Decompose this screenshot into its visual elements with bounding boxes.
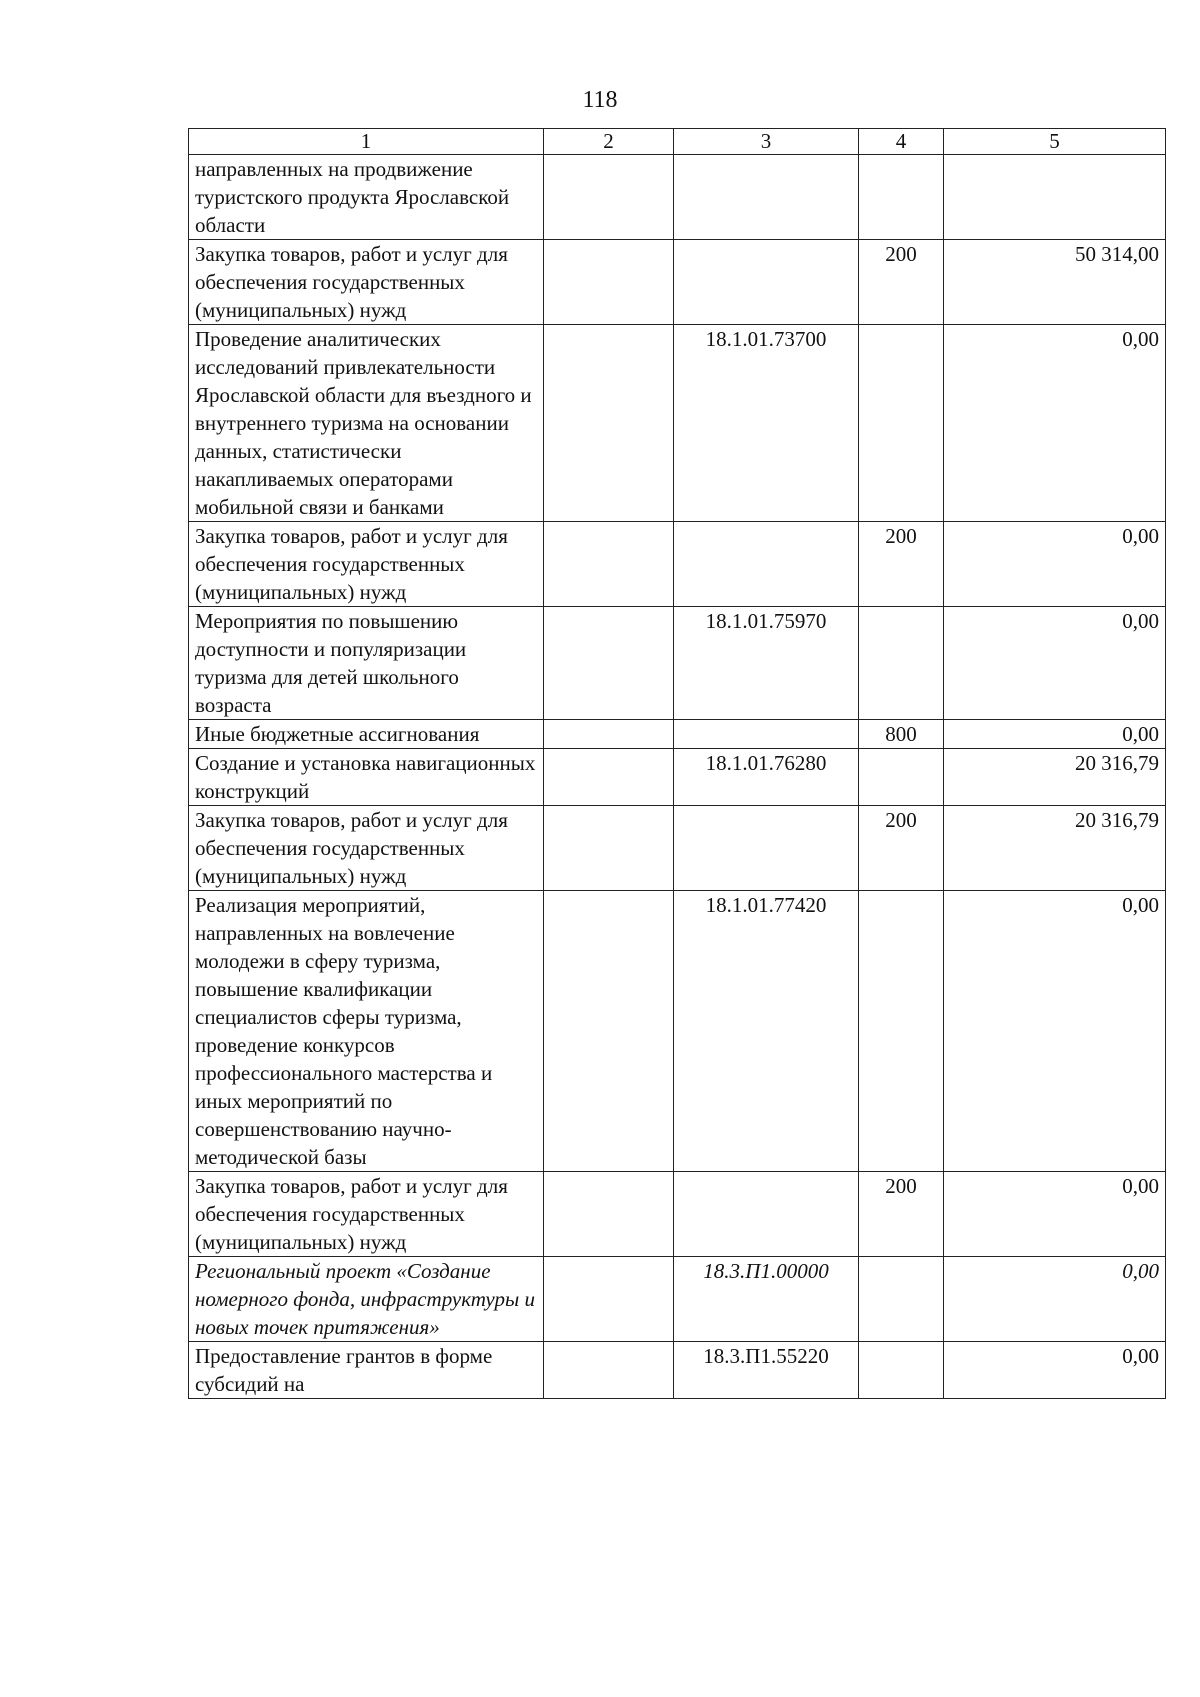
row-expense-type xyxy=(859,1342,944,1399)
row-name: Закупка товаров, работ и услуг для обеспечения государственных (муниципальных) нужд xyxy=(189,240,544,325)
table-row xyxy=(189,806,1166,891)
row-expense-type xyxy=(859,1257,944,1342)
row-amount: 0,00 xyxy=(944,607,1166,720)
row-expense-type xyxy=(859,325,944,522)
header-col-2: 2 xyxy=(544,129,674,155)
table-row xyxy=(189,522,1166,607)
budget-table-body xyxy=(189,129,1166,1399)
budget-table xyxy=(188,128,1166,1399)
row-col-2 xyxy=(544,806,674,891)
row-col-2 xyxy=(544,749,674,806)
row-amount: 0,00 xyxy=(944,891,1166,1172)
row-name: направленных на продвижение туристского продукта Ярославской области xyxy=(189,155,544,240)
table-row xyxy=(189,1257,1166,1342)
table-row xyxy=(189,240,1166,325)
row-name: Создание и установка навигационных конструкций xyxy=(189,749,544,806)
table-row xyxy=(189,891,1166,1172)
row-name: Проведение аналитических исследований привлекательности Ярославской области для въездного и внутреннего туризма на основании данных, статистически накапливаемых операторами мобильной связи и банками xyxy=(189,325,544,522)
row-col-2 xyxy=(544,1172,674,1257)
row-code xyxy=(674,806,859,891)
row-col-2 xyxy=(544,522,674,607)
row-code xyxy=(674,240,859,325)
row-col-2 xyxy=(544,240,674,325)
row-name: Предоставление грантов в форме субсидий на xyxy=(189,1342,544,1399)
row-amount: 0,00 xyxy=(944,522,1166,607)
table-row xyxy=(189,607,1166,720)
row-code: 18.1.01.76280 xyxy=(674,749,859,806)
table-row xyxy=(189,1342,1166,1399)
row-name: Закупка товаров, работ и услуг для обеспечения государственных (муниципальных) нужд xyxy=(189,806,544,891)
row-expense-type: 800 xyxy=(859,720,944,749)
row-amount: 20 316,79 xyxy=(944,749,1166,806)
row-amount: 0,00 xyxy=(944,1257,1166,1342)
table-row xyxy=(189,720,1166,749)
row-col-2 xyxy=(544,1342,674,1399)
table-row xyxy=(189,325,1166,522)
row-code: 18.3.П1.00000 xyxy=(674,1257,859,1342)
row-amount: 0,00 xyxy=(944,1342,1166,1399)
row-col-2 xyxy=(544,607,674,720)
row-expense-type: 200 xyxy=(859,240,944,325)
header-col-5: 5 xyxy=(944,129,1166,155)
header-col-3: 3 xyxy=(674,129,859,155)
page-number: 118 xyxy=(582,87,618,113)
table-row xyxy=(189,749,1166,806)
row-name: Иные бюджетные ассигнования xyxy=(189,720,544,749)
row-amount: 0,00 xyxy=(944,325,1166,522)
row-code: 18.1.01.73700 xyxy=(674,325,859,522)
row-name: Региональный проект «Создание номерного фонда, инфраструктуры и новых точек притяжения» xyxy=(189,1257,544,1342)
row-amount xyxy=(944,155,1166,240)
row-expense-type: 200 xyxy=(859,522,944,607)
row-expense-type xyxy=(859,891,944,1172)
row-expense-type xyxy=(859,607,944,720)
row-col-2 xyxy=(544,891,674,1172)
row-code: 18.1.01.77420 xyxy=(674,891,859,1172)
row-expense-type: 200 xyxy=(859,1172,944,1257)
header-row xyxy=(189,129,1166,155)
row-name: Реализация мероприятий, направленных на вовлечение молодежи в сферу туризма, повышение квалификации специалистов сферы туризма, проведение конкурсов профессионального мастерства и иных мероприятий по совершенствованию научно-методической базы xyxy=(189,891,544,1172)
row-col-2 xyxy=(544,720,674,749)
row-code xyxy=(674,155,859,240)
header-col-1: 1 xyxy=(189,129,544,155)
row-name: Закупка товаров, работ и услуг для обеспечения государственных (муниципальных) нужд xyxy=(189,1172,544,1257)
row-col-2 xyxy=(544,325,674,522)
row-name: Мероприятия по повышению доступности и популяризации туризма для детей школьного возраста xyxy=(189,607,544,720)
row-code xyxy=(674,1172,859,1257)
row-code: 18.3.П1.55220 xyxy=(674,1342,859,1399)
row-col-2 xyxy=(544,1257,674,1342)
row-amount: 0,00 xyxy=(944,1172,1166,1257)
table-row xyxy=(189,155,1166,240)
row-expense-type: 200 xyxy=(859,806,944,891)
row-name: Закупка товаров, работ и услуг для обеспечения государственных (муниципальных) нужд xyxy=(189,522,544,607)
row-amount: 0,00 xyxy=(944,720,1166,749)
table-row xyxy=(189,1172,1166,1257)
row-amount: 50 314,00 xyxy=(944,240,1166,325)
row-code: 18.1.01.75970 xyxy=(674,607,859,720)
row-expense-type xyxy=(859,155,944,240)
header-col-4: 4 xyxy=(859,129,944,155)
row-expense-type xyxy=(859,749,944,806)
row-amount: 20 316,79 xyxy=(944,806,1166,891)
row-code xyxy=(674,522,859,607)
row-code xyxy=(674,720,859,749)
row-col-2 xyxy=(544,155,674,240)
